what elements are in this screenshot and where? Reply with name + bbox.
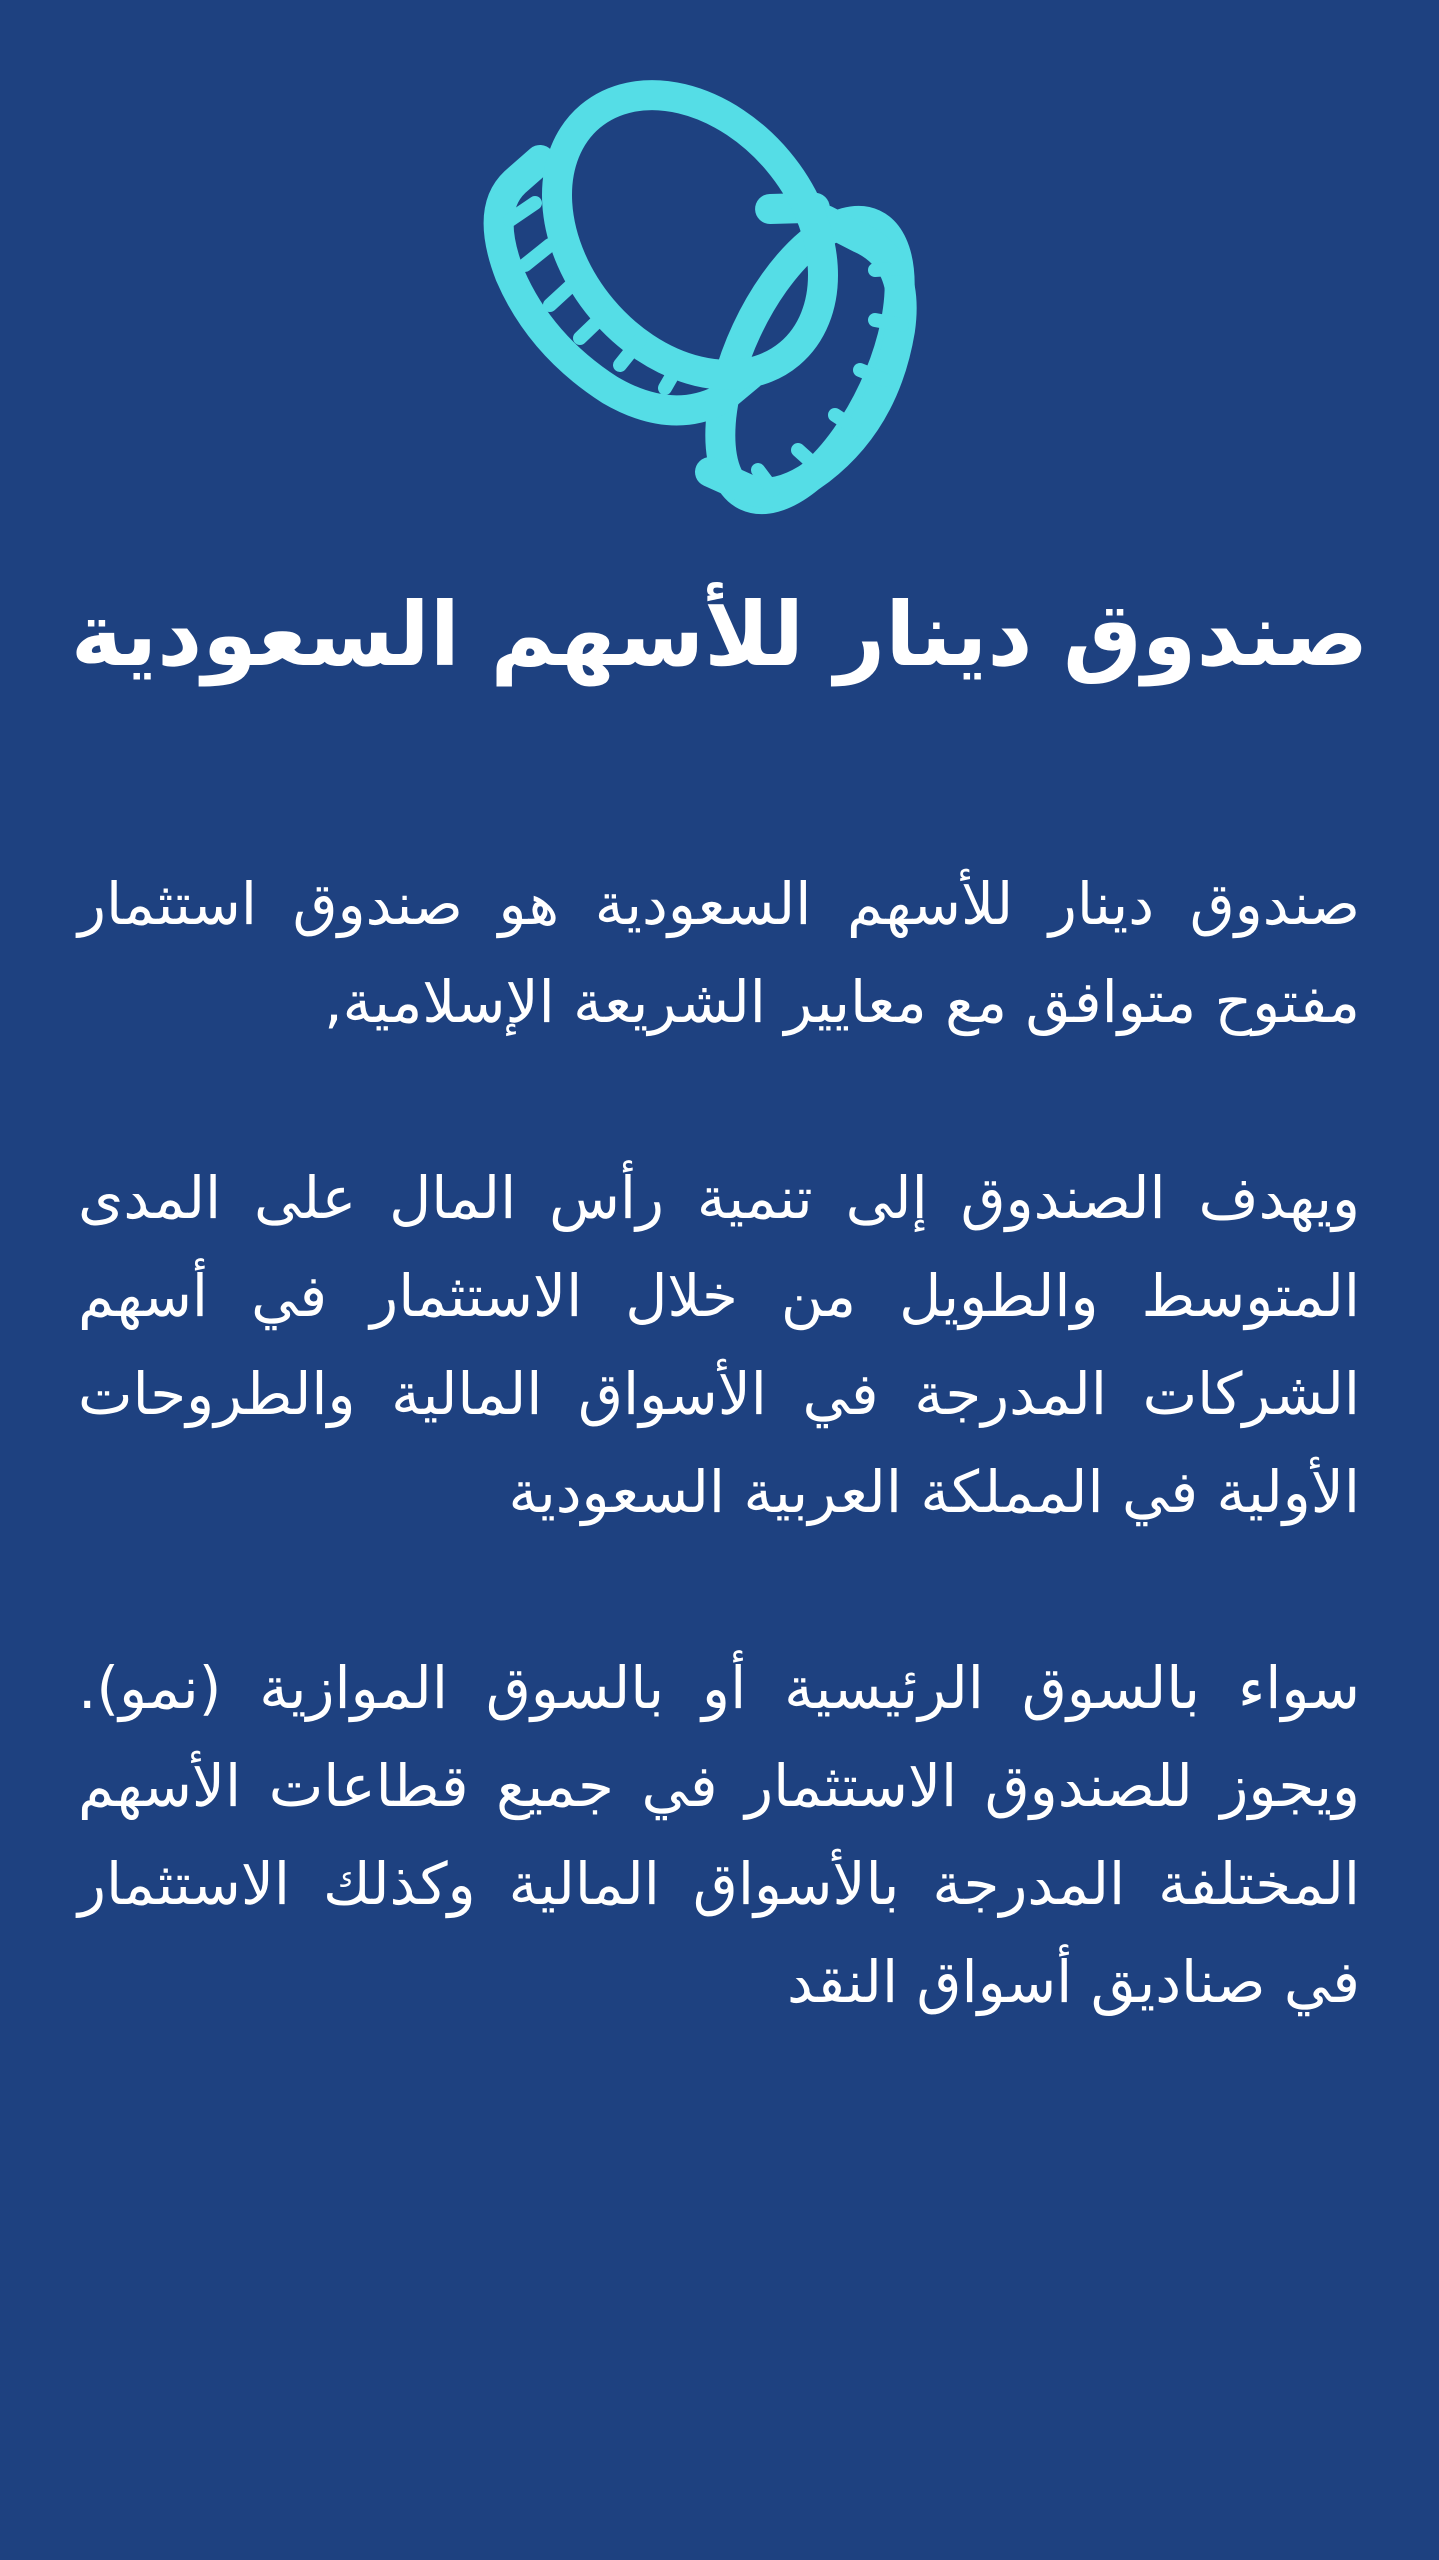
coins-icon [480, 70, 960, 550]
fund-description [78, 855, 1360, 2031]
description-paragraph: صندوق دينار للأسهم السعودية هو صندوق استثمار مفتوح متوافق مع معايير الشريعة الإسلامية, [78, 870, 1360, 1036]
page-title: صندوق دينار للأسهم السعودية [70, 583, 1369, 686]
description-paragraph: ويهدف الصندوق إلى تنمية رأس المال على المدى المتوسط والطويل من خلال الاستثمار في أسهم الشركات المدرجة في الأسواق المالية والطروحات الأولية في المملكة العربية السعودية [78, 1164, 1360, 1526]
description-paragraph: سواء بالسوق الرئيسية أو بالسوق الموازية (نمو). ويجوز للصندوق الاستثمار في جميع قطاعات الأسهم المختلفة المدرجة بالأسواق المالية وكذلك الاستثمار في صناديق أسواق النقد [78, 1654, 1360, 2016]
